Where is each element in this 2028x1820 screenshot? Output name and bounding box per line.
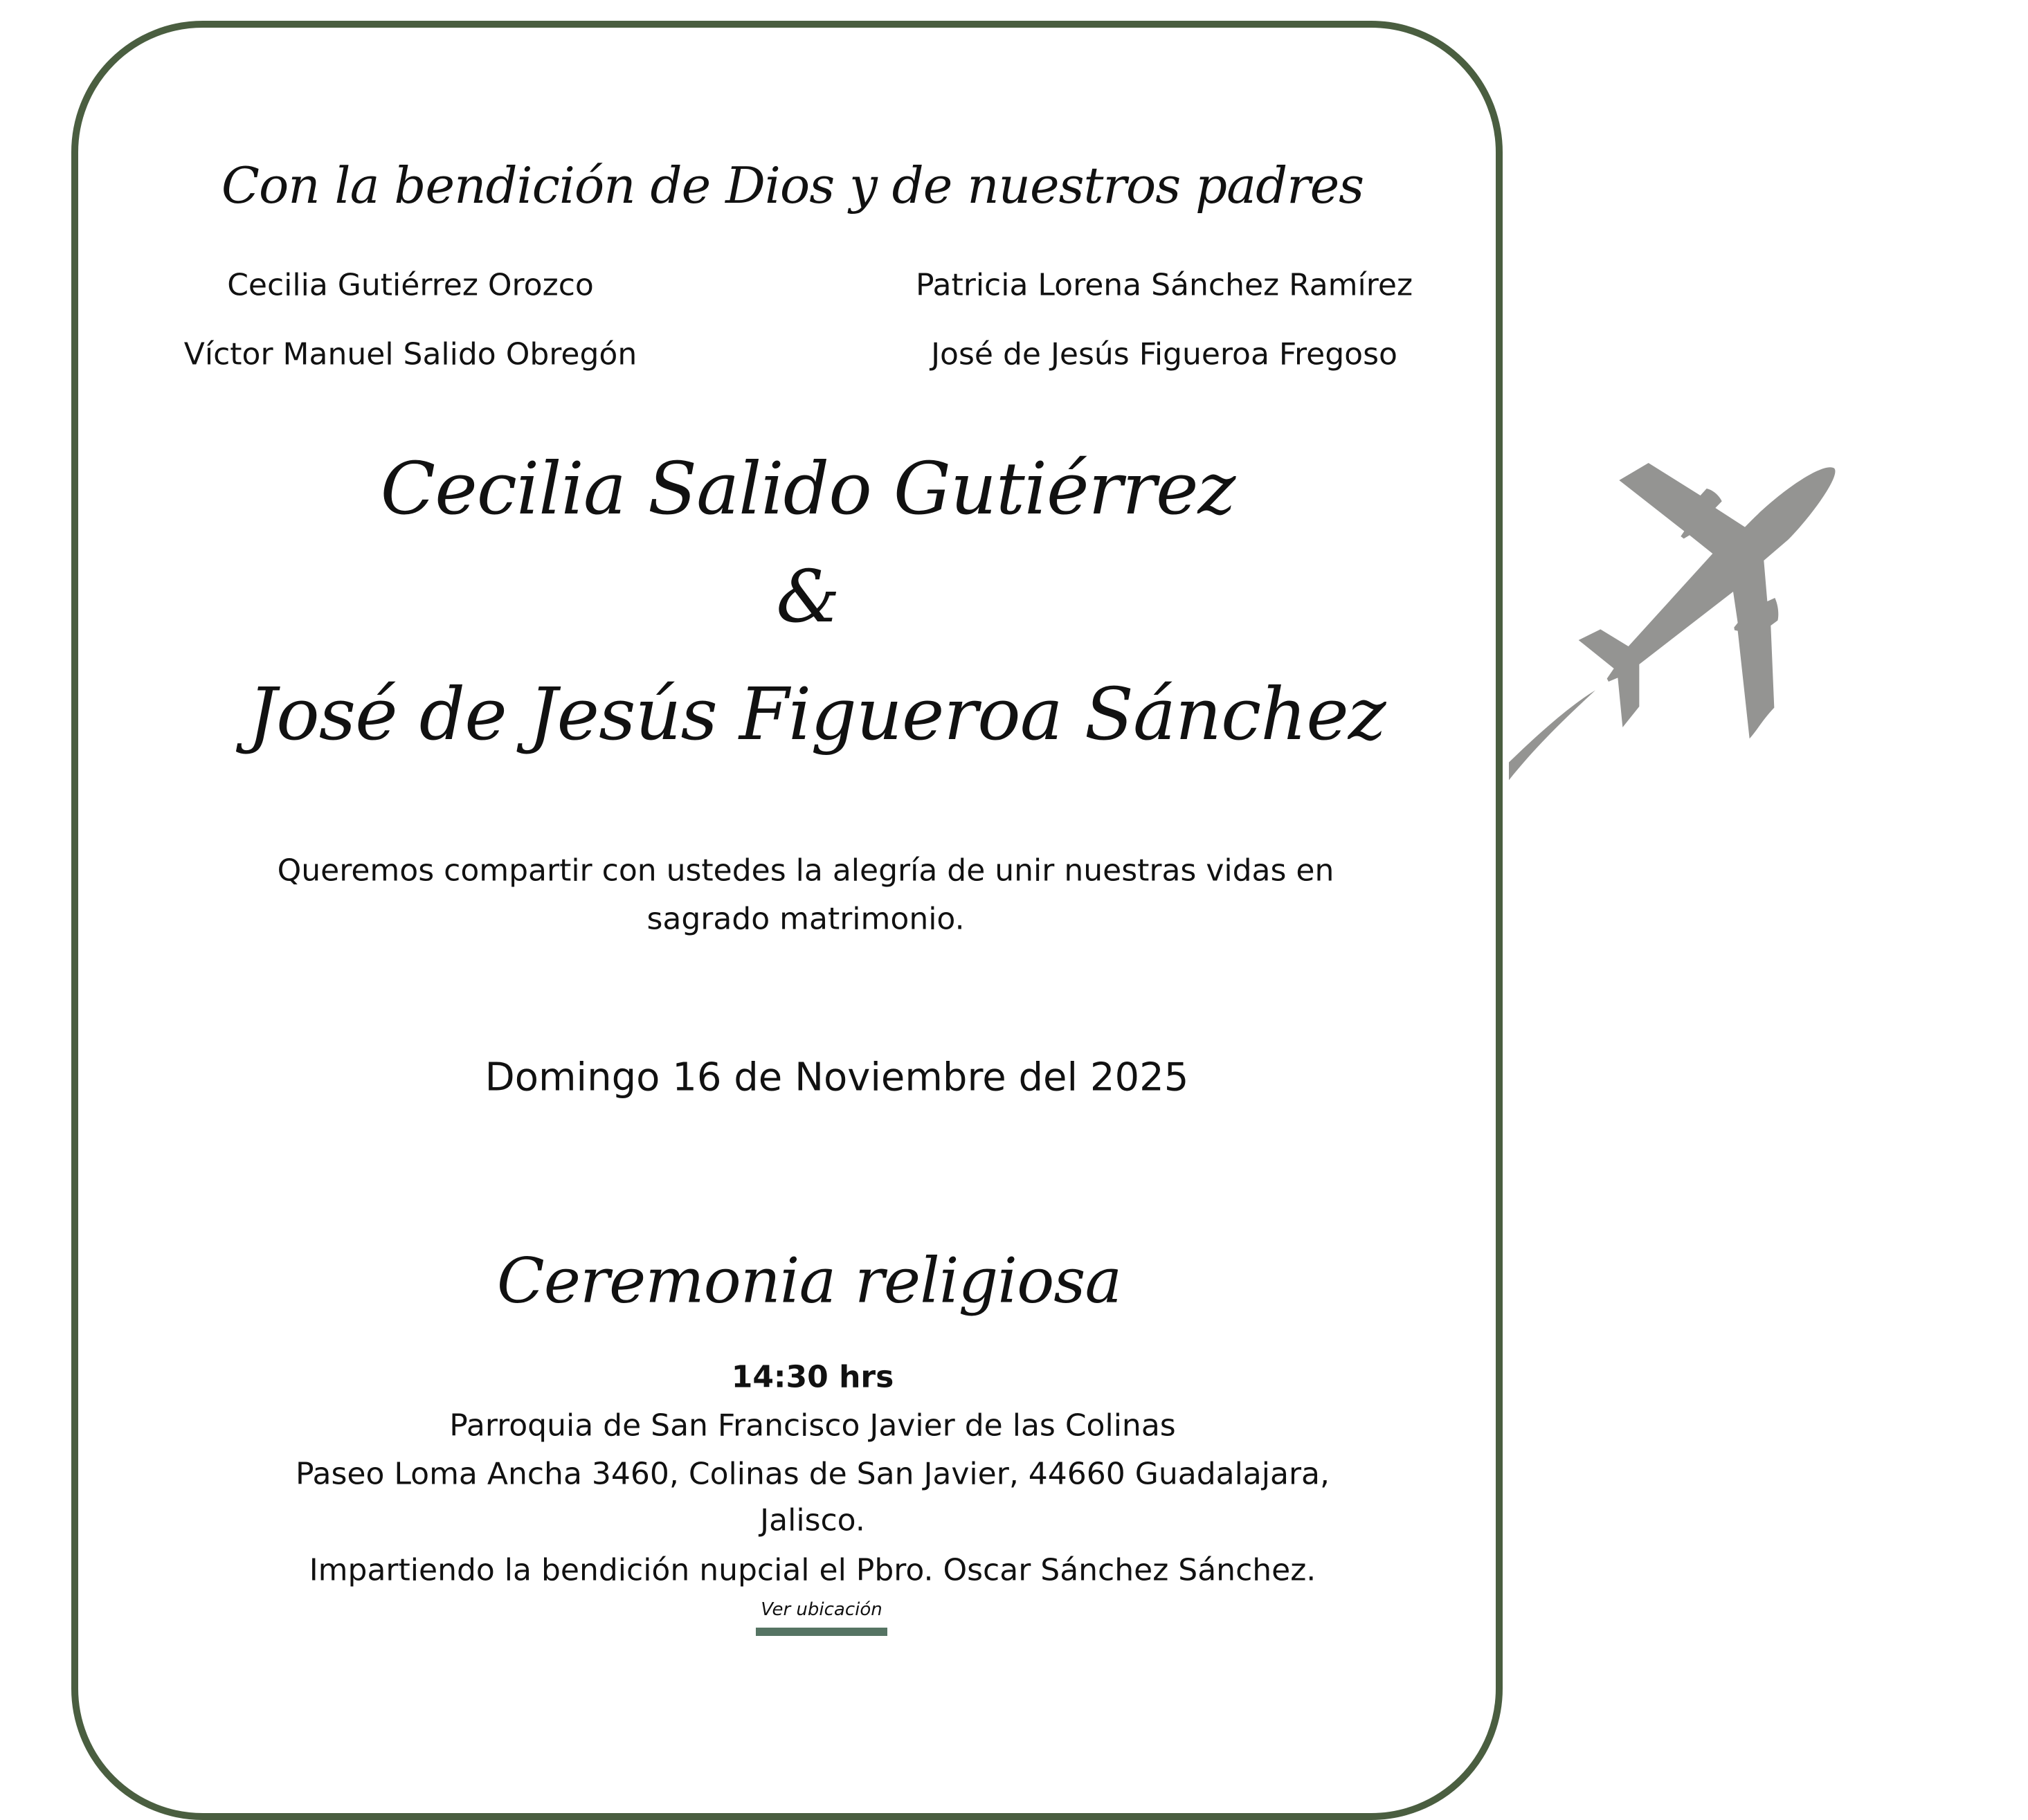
contrail — [1509, 690, 1595, 780]
groom-father-name: José de Jesús Figueroa Fregoso — [931, 336, 1397, 372]
ceremony-officiant: Impartiendo la bendición nupcial el Pbro. Oscar Sánchez Sánchez. — [309, 1552, 1316, 1588]
blessing-heading: Con la bendición de Dios y de nuestros padres — [221, 156, 1364, 215]
ceremony-venue: Parroquia de San Francisco Javier de las Colinas — [449, 1408, 1176, 1444]
view-location-link[interactable]: Ver ubicación — [761, 1599, 882, 1620]
groom-name: José de Jesús Figueroa Sánchez — [248, 672, 1386, 756]
bride-name: Cecilia Salido Gutiérrez — [380, 446, 1235, 531]
ceremony-title: Ceremonia religiosa — [496, 1244, 1122, 1318]
ceremony-time: 14:30 hrs — [731, 1359, 894, 1395]
airplane-icon — [1488, 443, 1848, 858]
bride-father-name: Víctor Manuel Salido Obregón — [183, 336, 637, 372]
ampersand: & — [776, 554, 840, 639]
view-location-underline — [756, 1628, 887, 1636]
groom-mother-name: Patricia Lorena Sánchez Ramírez — [915, 267, 1413, 303]
ceremony-address-line-2: Jalisco. — [760, 1502, 865, 1538]
ceremony-address-line-1: Paseo Loma Ancha 3460, Colinas de San Javier, 44660 Guadalajara, — [295, 1456, 1330, 1492]
bride-mother-name: Cecilia Gutiérrez Orozco — [227, 267, 594, 303]
message-line-1: Queremos compartir con ustedes la alegría de unir nuestras vidas en — [277, 853, 1334, 889]
airplane-silhouette — [1579, 463, 1836, 738]
wedding-date: Domingo 16 de Noviembre del 2025 — [485, 1055, 1189, 1100]
message-line-2: sagrado matrimonio. — [646, 901, 965, 937]
